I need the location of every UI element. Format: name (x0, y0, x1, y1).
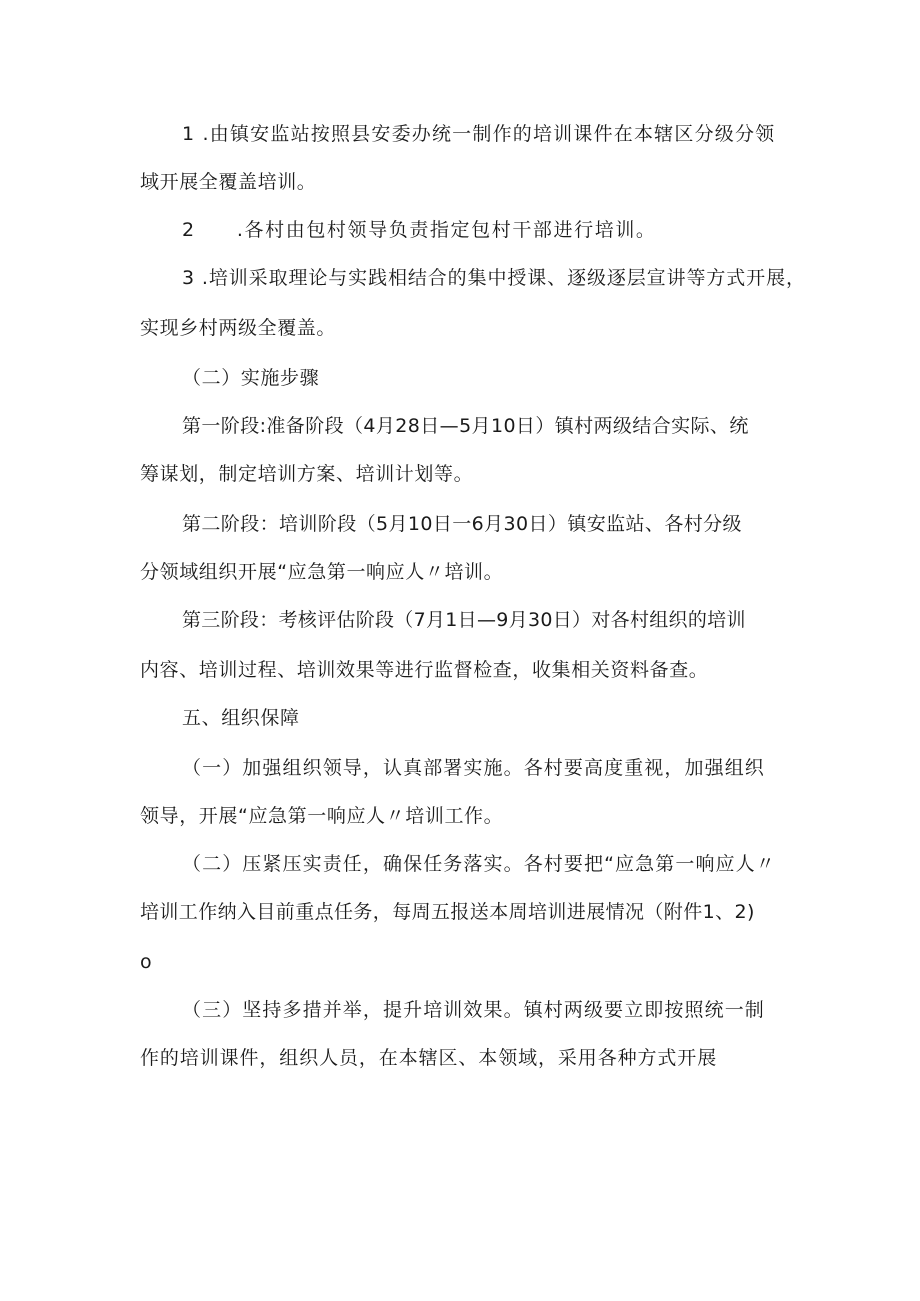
paragraph-line: 作的培训课件，组织人员，在本辖区、本领域，采用各种方式开展 (140, 1047, 718, 1069)
paragraph-line: 1 .由镇安监站按照县安委办统一制作的培训课件在本辖区分级分领 (182, 123, 776, 145)
paragraph-line: 培训工作纳入目前重点任务，每周五报送本周培训进展情况（附件1、2) (140, 901, 755, 923)
paragraph-line: 第三阶段：考核评估阶段（7月1日—9月30日）对各村组织的培训 (182, 609, 746, 631)
paragraph-line: （一）加强组织领导，认真部署实施。各村要高度重视，加强组织 (182, 757, 765, 779)
paragraph-line: 域开展全覆盖培训。 (140, 171, 317, 193)
paragraph-line: 分领域组织开展“应急第一响应人〃培训。 (140, 561, 504, 583)
paragraph-line: 领导，开展“应急第一响应人〃培训工作。 (140, 805, 504, 827)
paragraph-line: 第二阶段：培训阶段（5月10日一6月30日）镇安监站、各村分级 (182, 513, 742, 535)
section-heading: 五、组织保障 (182, 707, 300, 729)
paragraph-line: 筹谋划，制定培训方案、培训计划等。 (140, 463, 474, 485)
paragraph-line: 实现乡村两级全覆盖。 (140, 317, 337, 339)
paragraph-line: （二）压紧压实责任，确保任务落实。各村要把“应急第一响应人〃 (182, 853, 776, 875)
paragraph-line: 3 .培训采取理论与实践相结合的集中授课、逐级逐层宣讲等方式开展， (182, 267, 806, 289)
paragraph-line: 内容、培训过程、培训效果等进行监督检查，收集相关资料备查。 (140, 659, 709, 681)
section-heading: （二）实施步骤 (182, 367, 320, 389)
paragraph-line: 2 .各村由包村领导负责指定包村干部进行培训。 (182, 219, 657, 241)
paragraph-line: （三）坚持多措并举，提升培训效果。镇村两级要立即按照统一制 (182, 999, 765, 1021)
paragraph-line: o (140, 951, 153, 973)
paragraph-line: 第一阶段:准备阶段（4月28日—5月10日）镇村两级结合实际、统 (182, 415, 749, 437)
